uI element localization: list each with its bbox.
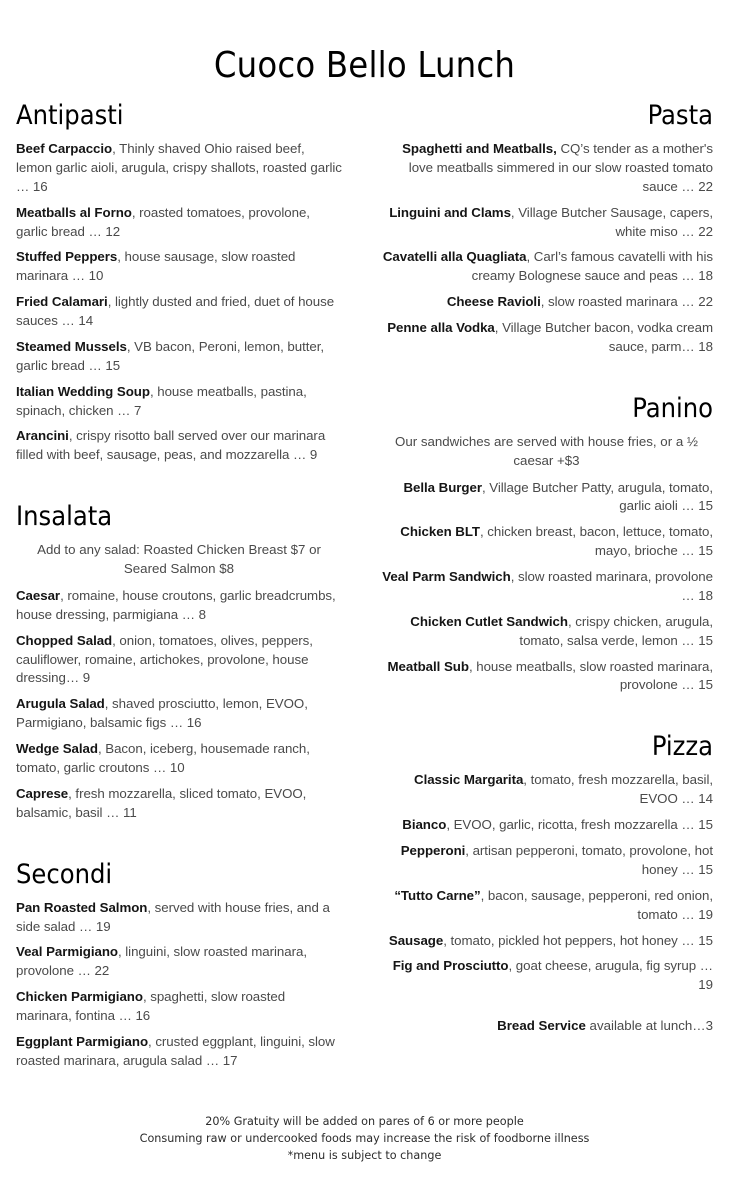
- item-desc: , fresh mozzarella, sliced tomato, EVOO, balsamic, basil … 11: [16, 785, 307, 820]
- menu-item: [16, 140, 342, 197]
- item-desc: , Village Butcher Sausage, capers, white miso … 22: [510, 204, 713, 239]
- footer-subject-to-change-line: *menu is subject to change: [287, 1148, 442, 1162]
- item-desc: , slow roasted marinara, provolone … 18: [510, 569, 713, 603]
- item-name: Cavatelli alla Quagliata: [382, 249, 527, 265]
- item-name: Arugula Salad: [16, 696, 105, 712]
- menu-item: [380, 293, 713, 312]
- item-name: Chopped Salad: [16, 632, 113, 648]
- menu-item: [380, 613, 713, 651]
- menu-item: [380, 887, 713, 925]
- item-name: Steamed Mussels: [16, 338, 127, 354]
- item-name: Spaghetti and Meatballs,: [402, 141, 557, 157]
- menu-item: [380, 204, 713, 242]
- menu-item: [380, 140, 713, 197]
- item-name: Wedge Salad: [16, 741, 98, 757]
- item-name: Pan Roasted Salmon: [16, 899, 148, 915]
- item-name: Pepperoni: [400, 843, 466, 859]
- menu-item: [16, 248, 342, 286]
- item-desc: , slow roasted marinara … 22: [540, 294, 713, 310]
- item-desc: , Village Butcher bacon, vodka cream sauce, parm… 18: [494, 320, 713, 354]
- item-name: Italian Wedding Soup: [16, 383, 150, 399]
- item-name: Arancini: [16, 428, 69, 444]
- item-desc: , goat cheese, arugula, fig syrup … 19: [508, 958, 713, 993]
- item-desc: , Carl’s famous cavatelli with his creamy Bolognese sauce and peas … 18: [471, 249, 713, 284]
- menu-item: [16, 293, 342, 331]
- item-name: Sausage: [388, 932, 444, 948]
- item-name: Cheese Ravioli: [446, 294, 541, 310]
- page-title: Cuoco Bello Lunch: [213, 45, 516, 86]
- item-name: Stuffed Peppers: [16, 249, 118, 265]
- menu-item: [380, 658, 713, 696]
- menu-item: [380, 957, 713, 995]
- item-name: Veal Parm Sandwich: [382, 569, 511, 585]
- footer-gratuity-line: 20% Gratuity will be added on pares of 6 or more people: [205, 1114, 524, 1128]
- menu-item: [16, 988, 342, 1026]
- item-name: Fig and Prosciutto: [392, 958, 509, 974]
- item-name: Meatballs al Forno: [16, 204, 132, 220]
- item-name: Meatball Sub: [387, 658, 469, 674]
- item-desc: , EVOO, garlic, ricotta, fresh mozzarella … 15: [446, 817, 713, 833]
- menu-item: [16, 383, 342, 421]
- menu-item: [380, 568, 713, 606]
- menu-item: [380, 816, 713, 835]
- menu-item: [380, 842, 713, 880]
- item-name: Veal Parmigiano: [16, 944, 118, 960]
- item-desc: , Thinly shaved Ohio raised beef, lemon garlic aioli, arugula, crispy shallots, roasted garlic … 16: [16, 141, 342, 194]
- section-heading-pizza: Pizza: [651, 731, 713, 763]
- menu-item: [380, 479, 713, 517]
- item-desc: CQ’s tender as a mother's love meatballs simmered in our slow roasted tomato sauce … 22: [408, 141, 713, 194]
- item-desc: , crispy risotto ball served over our marinara filled with beef, sausage, peas, and mozzarella … 9: [16, 428, 326, 463]
- item-desc: , Bacon, iceberg, housemade ranch, tomato, garlic croutons … 10: [16, 741, 310, 775]
- item-name: Penne alla Vodka: [387, 320, 495, 336]
- item-desc: , chicken breast, bacon, lettuce, tomato, mayo, brioche … 15: [480, 524, 713, 559]
- item-name: Chicken Parmigiano: [16, 989, 143, 1005]
- menu-item: [16, 632, 342, 689]
- item-desc: , tomato, fresh mozzarella, basil, EVOO … 14: [523, 772, 713, 807]
- item-desc: , shaved prosciutto, lemon, EVOO, Parmigiano, balsamic figs … 16: [16, 696, 308, 731]
- menu-item: [380, 771, 713, 809]
- menu-item: [16, 587, 342, 625]
- footer-disclaimers: [0, 1113, 729, 1164]
- menu-item: [16, 740, 342, 778]
- item-desc: , house meatballs, slow roasted marinara, provolone … 15: [468, 658, 713, 693]
- item-desc: , romaine, house croutons, garlic breadcrumbs, house dressing, parmigiana … 8: [16, 587, 336, 622]
- menu-item: [16, 899, 342, 937]
- item-desc: , roasted tomatoes, provolone, garlic bread … 12: [16, 204, 310, 239]
- section-heading-secondi: Secondi: [16, 858, 113, 890]
- item-name: Chicken BLT: [400, 524, 480, 540]
- menu-item: [16, 427, 342, 465]
- item-name: “Tutto Carne”: [394, 887, 481, 903]
- item-name: Beef Carpaccio: [16, 141, 113, 157]
- panino-side-note: Our sandwiches are served with house fries, or a ½ caesar +$3: [394, 433, 699, 468]
- bread-service-desc: available at lunch…3: [585, 1018, 713, 1033]
- item-name: Fried Calamari: [16, 294, 108, 310]
- item-desc: , linguini, slow roasted marinara, provolone … 22: [16, 944, 307, 979]
- item-desc: , tomato, pickled hot peppers, hot honey … 15: [443, 932, 713, 948]
- item-name: Classic Margarita: [414, 772, 524, 788]
- section-heading-insalata: Insalata: [16, 501, 113, 533]
- section-heading-antipasti: Antipasti: [16, 100, 124, 131]
- item-desc: , bacon, sausage, pepperoni, red onion, tomato … 19: [480, 887, 713, 922]
- item-desc: , spaghetti, slow roasted marinara, fontina … 16: [16, 989, 286, 1024]
- menu-item: [380, 932, 713, 951]
- item-desc: , house meatballs, pastina, spinach, chicken … 7: [16, 383, 307, 418]
- left-column: [0, 100, 364, 1078]
- item-name: Caesar: [16, 587, 61, 603]
- menu-item: [380, 523, 713, 561]
- menu-item: [16, 943, 342, 981]
- section-heading-pasta: Pasta: [647, 100, 713, 131]
- item-name: Linguini and Clams: [389, 204, 511, 220]
- menu-item: [16, 338, 342, 376]
- menu-item: [16, 695, 342, 733]
- menu-item: [380, 248, 713, 286]
- bread-service-line: [364, 1017, 729, 1036]
- footer-raw-food-line: Consuming raw or undercooked foods may increase the risk of foodborne illness: [139, 1131, 590, 1145]
- bread-service-name: Bread Service: [497, 1018, 586, 1033]
- item-name: Eggplant Parmigiano: [16, 1033, 149, 1049]
- right-column: [364, 100, 729, 1002]
- item-name: Bella Burger: [403, 479, 482, 495]
- menu-columns: [0, 100, 729, 1078]
- menu-item: [16, 1033, 342, 1071]
- item-desc: , served with house fries, and a side salad … 19: [16, 899, 330, 934]
- item-desc: , Village Butcher Patty, arugula, tomato, garlic aioli … 15: [481, 479, 713, 514]
- item-desc: , onion, tomatoes, olives, peppers, cauliflower, romaine, artichokes, provolone, house dressing… 9: [16, 632, 313, 686]
- insalata-add-on-note: Add to any salad: Roasted Chicken Breast $7 or Seared Salmon $8: [37, 542, 321, 577]
- item-name: Chicken Cutlet Sandwich: [410, 613, 568, 629]
- item-name: Caprese: [16, 785, 69, 801]
- item-desc: , house sausage, slow roasted marinara … 10: [16, 249, 296, 284]
- menu-item: [16, 204, 342, 242]
- item-desc: , crusted eggplant, linguini, slow roasted marinara, arugula salad … 17: [16, 1033, 335, 1068]
- item-desc: , VB bacon, Peroni, lemon, butter, garlic bread … 15: [16, 338, 324, 373]
- item-name: Bianco: [402, 817, 447, 833]
- menu-item: [16, 785, 342, 823]
- menu-item: [380, 319, 713, 357]
- section-heading-panino: Panino: [632, 392, 713, 424]
- item-desc: , crispy chicken, arugula, tomato, salsa verde, lemon … 15: [519, 613, 713, 648]
- item-desc: , lightly dusted and fried, duet of house sauces … 14: [16, 294, 335, 329]
- item-desc: , artisan pepperoni, tomato, provolone, hot honey … 15: [465, 843, 713, 877]
